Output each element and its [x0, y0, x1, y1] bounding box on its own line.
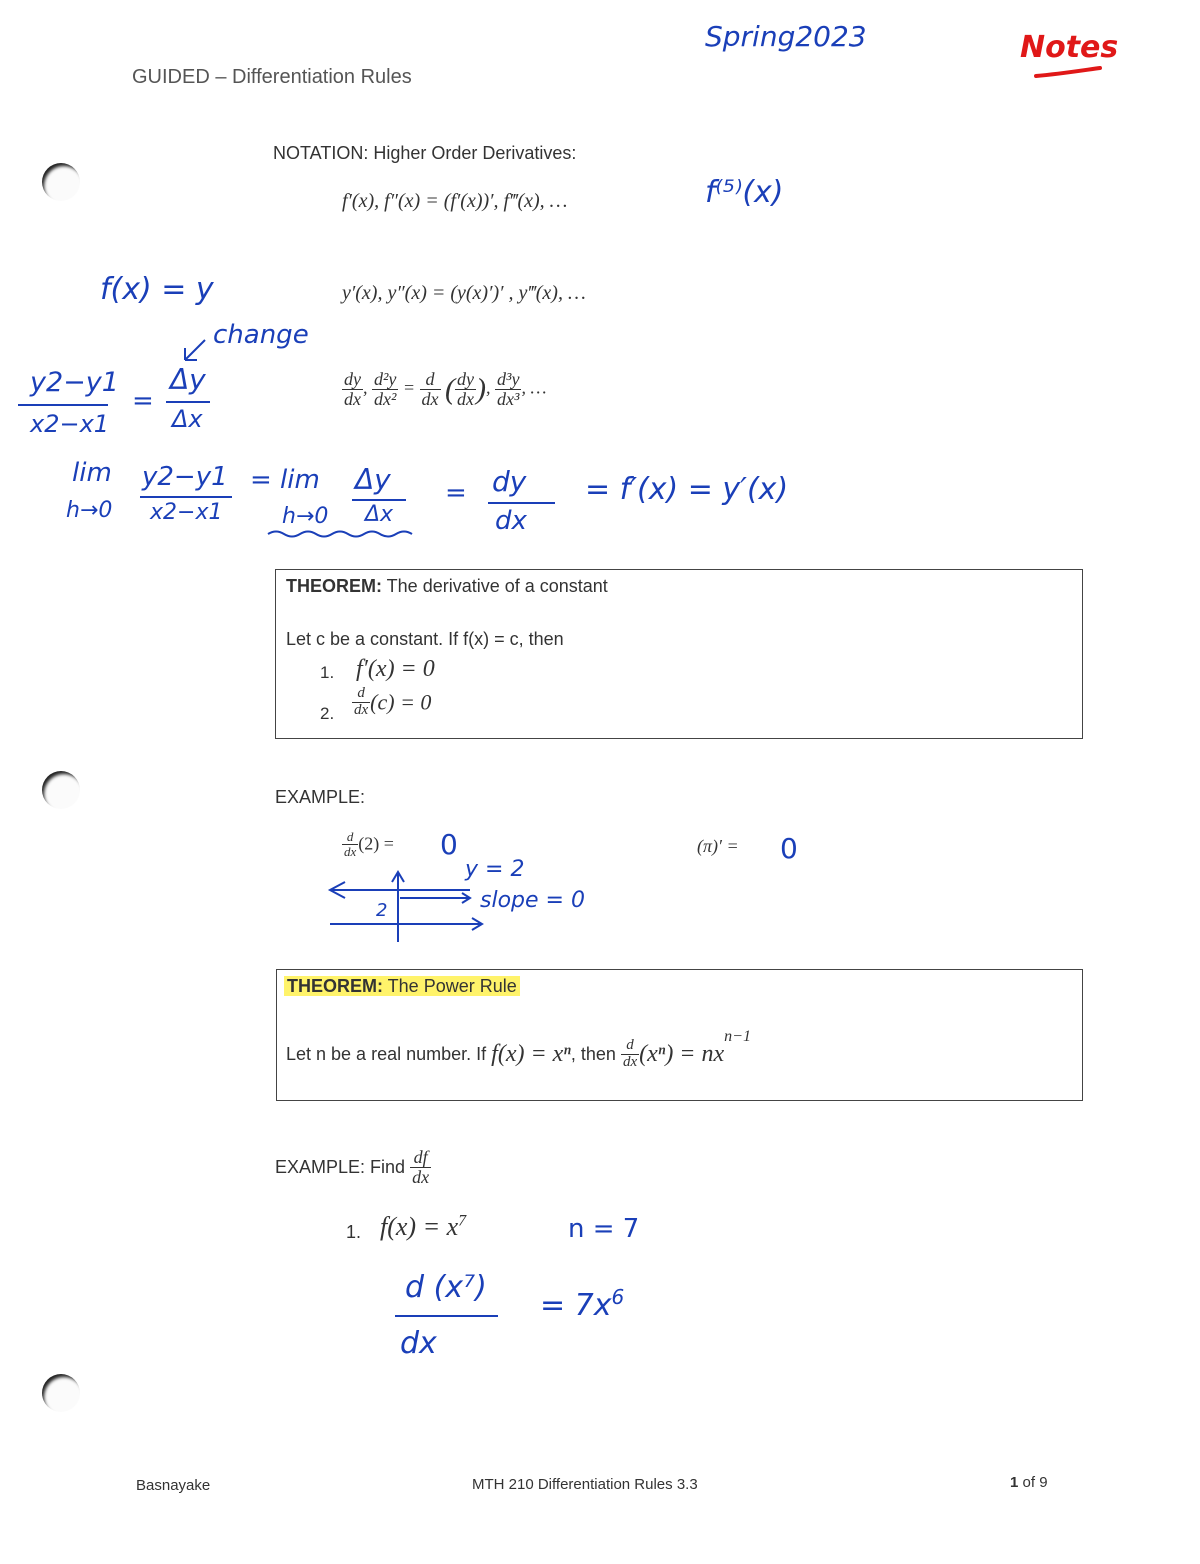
- hw-delta-x: Δx: [172, 405, 203, 433]
- punch-hole-top: [42, 163, 80, 201]
- punch-hole-middle: [42, 771, 80, 809]
- hw-f-equals-y: f(x) = y: [100, 272, 214, 307]
- theorem-power-statement: [286, 1028, 751, 1071]
- notes-mark: Notes: [1020, 30, 1119, 65]
- punch-hole-bottom: [42, 1374, 80, 1412]
- leibniz-tail: , …: [521, 377, 547, 398]
- example1-note-y: y = 2: [465, 857, 525, 882]
- power-frac-den: dx: [622, 1053, 638, 1070]
- example1-expr-rest: (2) =: [358, 833, 394, 854]
- power-formula-a: f(x) = xⁿ: [491, 1040, 571, 1067]
- hw-dy: dy: [492, 465, 527, 498]
- term-note: Spring2023: [705, 20, 867, 53]
- example2-find-den: dx: [412, 1166, 430, 1187]
- theorem-label: THEOREM:: [286, 576, 382, 596]
- example1-expr: [342, 830, 394, 858]
- example2-find-num: df: [410, 1148, 431, 1168]
- example1-graph-label: 2: [376, 900, 388, 921]
- power-text-a: Let n be a real number. If: [286, 1043, 487, 1064]
- hw-slope-num: y2−y1: [30, 367, 119, 398]
- theorem-constant-title: The derivative of a constant: [382, 576, 608, 596]
- power-exponent: n−1: [724, 1028, 751, 1045]
- example1-frac-den: dx: [344, 843, 357, 859]
- example1-heading: EXAMPLE:: [275, 787, 366, 807]
- power-text-b: , then: [570, 1043, 616, 1064]
- hw-lim-1: lim: [72, 458, 112, 488]
- hw-eq-2: =: [445, 478, 467, 508]
- example2-item-num: 1.: [346, 1222, 362, 1242]
- power-formula-b: (xⁿ) = nx: [639, 1040, 725, 1067]
- example2-result-text: = 7x: [540, 1288, 612, 1323]
- hw-dx: dx: [495, 506, 527, 536]
- theorem-constant-heading: [286, 576, 608, 597]
- notation-y-line: y′(x), y″(x) = (y(x)′)′ , y‴(x), …: [342, 282, 586, 304]
- hw-lim-delta-y: Δy: [355, 463, 391, 496]
- theorem-power-label: THEOREM:: [287, 976, 383, 996]
- example1-pi-expr: (π)′ =: [697, 836, 739, 856]
- example2-heading: [275, 1148, 431, 1187]
- theorem-constant-item1: f′(x) = 0: [356, 656, 435, 682]
- fifth-derivative-note: f⁽⁵⁾(x): [705, 175, 784, 210]
- theorem-constant-item1-num: 1.: [320, 663, 335, 682]
- notation-f-line: f′(x), f″(x) = (f′(x))′, f‴(x), …: [342, 190, 568, 212]
- theorem-power-heading: [284, 976, 520, 997]
- footer-course: MTH 210 Differentiation Rules 3.3: [472, 1476, 698, 1493]
- example2-find: EXAMPLE: Find: [275, 1156, 406, 1177]
- item2-rest: (c) = 0: [370, 689, 432, 715]
- example1-frac-num: d: [342, 830, 358, 845]
- hw-delta-y: Δy: [170, 363, 206, 396]
- hw-change-label: change: [213, 320, 309, 350]
- theorem-constant-item2: [352, 686, 431, 719]
- example2-note-n: n = 7: [568, 1214, 640, 1244]
- power-frac-num: d: [621, 1038, 639, 1055]
- hw-lim-slope-den: x2−x1: [150, 500, 223, 525]
- hw-eq-lim: = lim: [250, 465, 320, 495]
- item2-frac-den: dx: [354, 701, 369, 718]
- hw-h-to-0-2: h→0: [282, 504, 329, 529]
- example2-item-expr: [380, 1212, 466, 1242]
- hw-lim-delta-x: Δx: [365, 502, 394, 527]
- example2-item-expr-text: f(x) = x: [380, 1212, 459, 1241]
- theorem-power-title: The Power Rule: [383, 976, 517, 996]
- example2-work-den: dx: [400, 1326, 437, 1361]
- example2-item-exp: 7: [458, 1212, 467, 1230]
- example2-work-num: d (x⁷): [405, 1270, 487, 1305]
- hw-final: = f′(x) = y′(x): [585, 472, 789, 507]
- example1-answer2: 0: [780, 832, 798, 865]
- notation-leibniz-line: $\frac{dy}{dx}$ , $\frac{\text{d²y}}{\text{dx²}}$ = $\frac{d}{dx}$ ( $\frac{dy}{dx}$ ), $\frac{\text{d³y}}{\text{dx³}}$ , …: [344, 369, 547, 409]
- theorem-constant-intro: Let c be a constant. If f(x) = c, then: [286, 629, 564, 649]
- hw-lim-slope-num: y2−y1: [142, 462, 228, 492]
- hw-slope-den: x2−x1: [30, 410, 110, 438]
- footer-author: Basnayake: [136, 1477, 211, 1494]
- theorem-constant-item2-num: 2.: [320, 704, 335, 723]
- footer-page-current: 1: [1010, 1474, 1019, 1491]
- example1-note-slope: slope = 0: [480, 888, 585, 913]
- item2-frac-num: d: [352, 686, 370, 703]
- footer-page: [1010, 1474, 1048, 1491]
- hw-slope-eq: =: [132, 386, 154, 416]
- page-title: GUIDED – Differentiation Rules: [132, 66, 412, 88]
- example1-answer1: 0: [440, 828, 458, 861]
- hw-h-to-0-1: h→0: [66, 498, 113, 523]
- footer-page-total: of 9: [1018, 1474, 1048, 1491]
- notation-heading: NOTATION: Higher Order Derivatives:: [273, 143, 577, 163]
- example2-work-result: [540, 1285, 624, 1323]
- example2-result-exp: 6: [611, 1285, 625, 1309]
